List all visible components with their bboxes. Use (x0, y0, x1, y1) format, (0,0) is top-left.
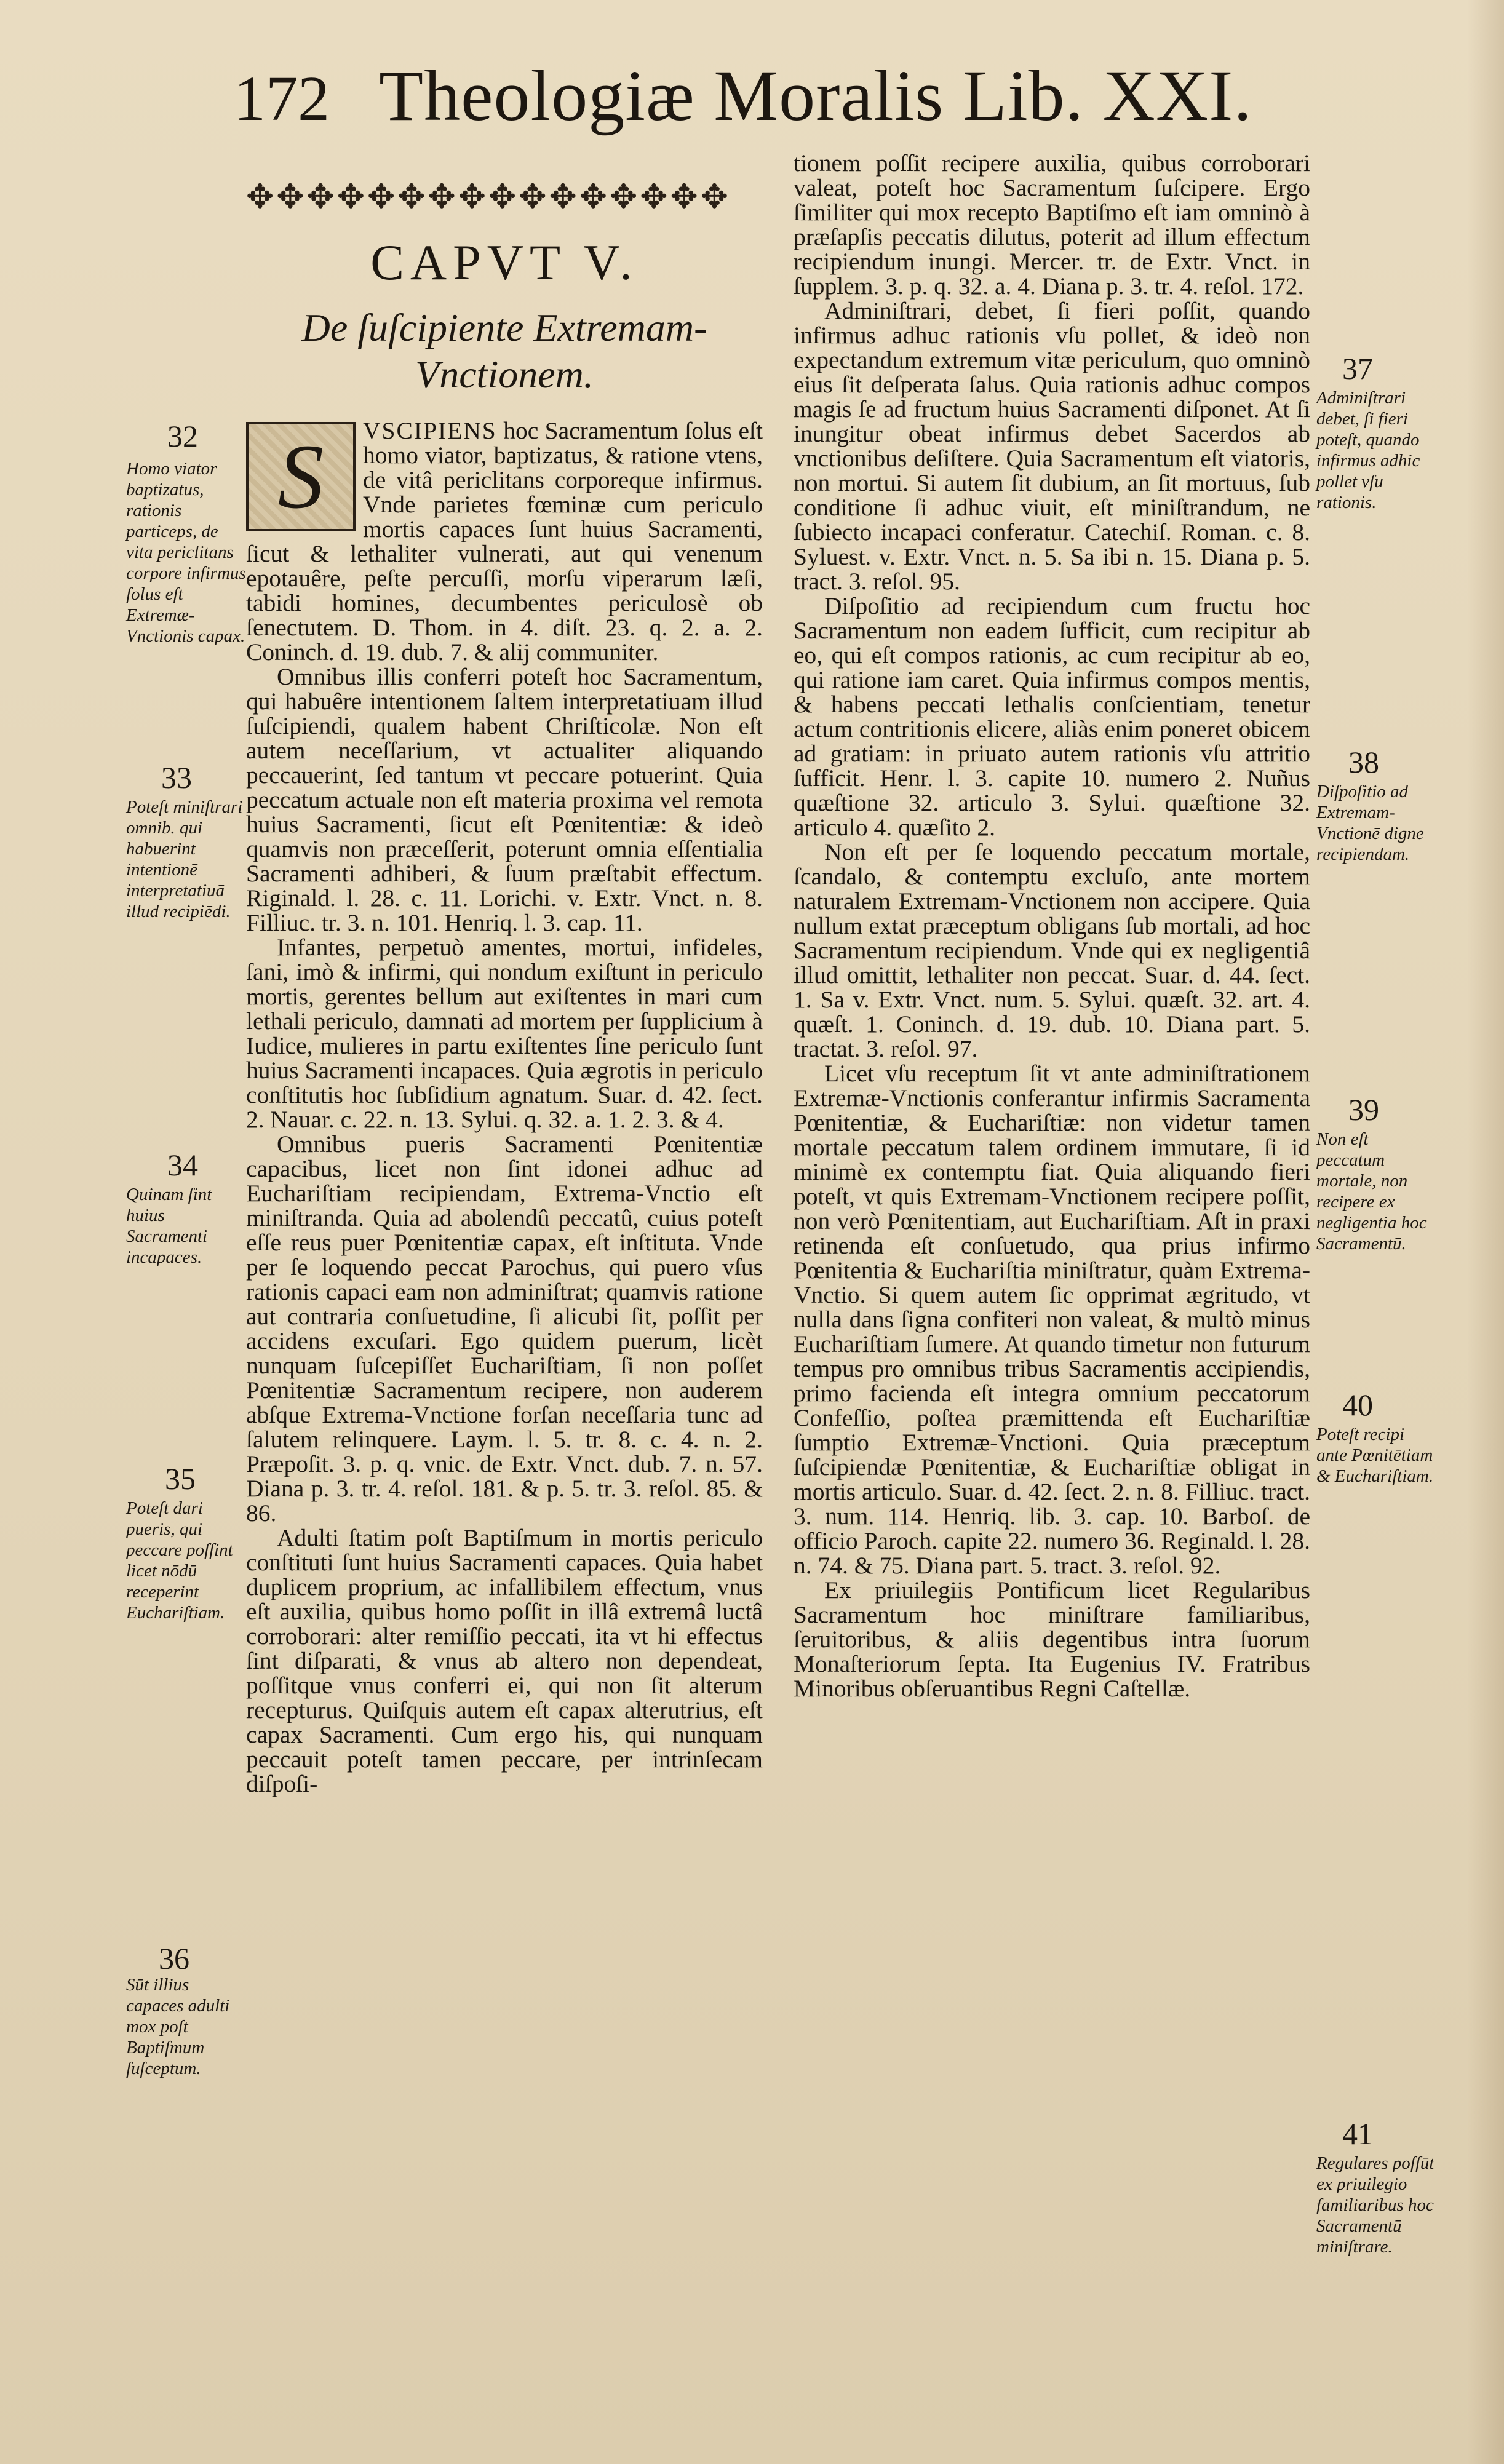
margin-number: 33 (161, 760, 192, 795)
chapter-subtitle-line: Vnctionem. (415, 352, 594, 396)
margin-number: 32 (167, 419, 198, 453)
chapter-title: CAPVT V. (370, 234, 639, 290)
opening-word: VSCIPIENS (363, 417, 497, 444)
margin-number: 40 (1342, 1388, 1373, 1422)
margin-note: Quinam ſint huius Sacramenti incapaces. (126, 1185, 212, 1267)
paragraph-33: Omnibus illis conferri poteſt hoc Sacramentum, qui habuêre intentionem ſaltem interpretatiuam illud ſuſcipiendi, qualem habent Chriſticolæ. Non eſt autem neceſſarium, vt actualiter aliquando peccauerint, ſed tantum vt peccare potuerint. Quia peccatum actuale non eſt materia proxima vel remota huius Sacramenti, ſicut eſt Pœnitentiæ: & ideò quamvis non præceſſerit, poterunt omnia eſſentialia Sacramenti adhiberi, & ſuum præſtabit effectum. Riginald. l. 28. c. 11. Lorichi. v. Extr. Vnct. n. 8. Filliuc. tr. 3. n. 101. Henriq. l. 3. cap. 11. (246, 663, 763, 936)
margin-note: Sūt illius capaces adulti mox poſt Baptiſmum ſuſceptum. (126, 1975, 230, 2078)
decorated-initial: S (246, 422, 356, 531)
margin-note: Poteſt miniſtrari omnib. qui habuerint intentionē interpretatiuā illud recipiēdi. (126, 797, 243, 921)
margin-note: Diſpoſitio ad Extremam-Vnctionē digne recipiendam. (1316, 782, 1424, 864)
paragraph-text: hoc Sacramentum ſolus eſt homo viator, baptizatus, & ratione vtens, de vitâ periclitans corporeque infirmus. Vnde parietes fœminæ cum periculo mortis capaces ſunt huius Sacramenti, ſicut & lethaliter vulnerati, aut qui venenum epotauêre, peſte percuſſi, morſu viperarum læſi, tabidi homines, decumbentes periculosè ob ſenectutem. D. Thom. in 4. diſt. 23. q. 2. a. 2. Coninch. d. 19. dub. 7. & alij communiter. (246, 417, 763, 666)
right-column (794, 151, 1310, 1701)
paragraph-36-cont: tionem poſſit recipere auxilia, quibus corroborari valeat, poteſt hoc Sacramentum ſuſcipere. Ergo ſimiliter qui mox recepto Baptiſmo eſt iam omninò à præſapſis peccatis dilutus, poterit ad illum effectum recipiendum inungi. Mercer. tr. de Extr. Vnct. in ſupplem. 3. p. q. 32. a. 4. Diana p. 3. tr. 4. reſol. 172. (794, 149, 1310, 300)
paragraph-41: Ex priuilegiis Pontificum licet Regularibus Sacramentum hoc miniſtrare familiaribus, ſeruitoribus, & aliis degentibus intra ſuorum Monaſteriorum ſepta. Ita Eugenius IV. Fratribus Minoribus obſeruantibus Regni Caſtellæ. (794, 1576, 1310, 1702)
margin-number: 35 (165, 1461, 196, 1496)
ornamental-band: ✥✥✥✥✥✥✥✥✥✥✥✥✥✥✥✥ (246, 178, 731, 215)
margin-number: 39 (1348, 1092, 1379, 1127)
page-number: 172 (234, 63, 330, 134)
margin-note: Regulares poſſūt ex priuilegio familiaribus hoc Sacramentū miniſtrare. (1316, 2153, 1434, 2257)
paragraph-39: Non eſt per ſe loquendo peccatum mortale, ſcandalo, & contemptu excluſo, ante mortem naturalem Extremam-Vnctionem non accipere. Quia nullum extat præceptum obligans ſub mortali, ad hoc Sacramentum recipiendum. Vnde qui ex negligentiâ illud omittit, lethaliter non peccat. Suar. d. 44. ſect. 1. Sa v. Extr. Vnct. num. 5. Sylui. quæſt. 32. art. 4. quæſt. 1. Coninch. d. 19. dub. 10. Diana part. 5. tractat. 3. reſol. 97. (794, 838, 1310, 1062)
paragraph-38: Diſpoſitio ad recipiendum cum fructu hoc Sacramentum non eadem ſufficit, cum recipitur ab eo, qui eſt compos rationis, ac cum recipitur ab eo, qui ratione iam caret. Quia infirmus compos mentis, & habens peccati lethalis conſcientiam, tenetur actum contritionis elicere, aliàs enim poneret obicem ad gratiam: in priuato autem rationis vſu attritio ſufficit. Henr. l. 3. capite 10. numero 2. Nuñus quæſtione 32. articulo 3. Sylui. quæſtione 32. articulo 4. quæſito 2. (794, 592, 1310, 841)
margin-note: Homo viator baptizatus, rationis particeps, de vita periclitans corpore infirmus ſolus eſt Extremæ-Vnctionis capax. (126, 459, 246, 646)
chapter-subtitle (258, 304, 750, 398)
paragraph-40: Licet vſu receptum ſit vt ante adminiſtrationem Extremæ-Vnctionis conferantur infirmis Sacramenta Pœnitentiæ, & Euchariſtiæ: non videtur tamen mortale peccatum talem ordinem immutare, ſi id minimè ex contemptu fiat. Quia aliquando fieri poteſt, vt quis Extremam-Vnctionem recipere poſſit, non verò Pœnitentiam, aut Euchariſtiam. Aſt in praxi retinenda eſt conſuetudo, qua prius infirmo Pœnitentia & Euchariſtia miniſtratur, quàm Extrema-Vnctio. Si quem autem ſic opprimat ægritudo, vt nulla dans ſigna confiteri non valeat, & multò minus Euchariſtiam ſumere. At quando timetur non futurum tempus pro omnibus tribus Sacramentis accipiendis, primo facienda eſt integra omnium peccatorum Confeſſio, poſtea præmittenda eſt Euchariſtiæ ſumptio Extremæ-Vnctioni. Quia præceptum ſuſcipiendæ Pœnitentiæ, & Euchariſtiæ obligat in mortis articulo. Suar. d. 42. ſect. 2. n. 8. Filliuc. tract. 3. num. 114. Henriq. lib. 3. cap. 10. Barboſ. de officio Paroch. capite 22. numero 36. Reginald. l. 28. n. 74. & 75. Diana part. 5. tract. 3. reſol. 92. (794, 1060, 1310, 1579)
page-header (234, 54, 1252, 146)
margin-number: 38 (1348, 745, 1379, 779)
margin-note: Poteſt dari pueris, qui peccare poſſint licet nōdū receperint Euchariſtiam. (126, 1498, 233, 1623)
margin-number: 41 (1342, 2116, 1373, 2151)
margin-note: Poteſt recipi ante Pœnitētiam & Euchariſtiam. (1316, 1425, 1434, 1486)
margin-number: 34 (167, 1148, 198, 1182)
chapter-subtitle-line: De ſuſcipiente Extremam- (301, 306, 707, 349)
margin-number: 36 (159, 1941, 189, 1976)
paragraph-37: Adminiſtrari, debet, ſi fieri poſſit, quando infirmus adhuc rationis vſu pollet, & ideò non expectandum extremum vitæ periculum, quo omninò eius ſit deſperata ſalus. Quia rationis adhuc compos magis ſe ad fructum huius Sacramenti diſponet. At ſi inungitur obeat infirmus debet Sacerdos ab vnctionibus deſiſtere. Quia Sacramentum eſt viatoris, non mortui. Si autem ſit dubium, an ſit mortuus, ſub conditione ſi adhuc viuit, eſt miniſtrandum, ne ſubiecto incapaci conferatur. Catechiſ. Roman. c. 8. Syluest. v. Extr. Vnct. n. 5. Sa ibi n. 15. Diana p. 5. tract. 3. reſol. 95. (794, 297, 1310, 595)
paragraph-36: Adulti ſtatim poſt Baptiſmum in mortis periculo conſtituti ſunt huius Sacramenti capaces. Quia habet duplicem proprium, ac infallibilem effectum, vnus eſt auxilia, quibus homo poſſit in illâ extremâ luctâ corroborari: alter remiſſio peccati, ita vt hi effectus ſint diſparati, & vnus ab altero non dependeat, poſſitque vnus conferri ei, qui non ſit alterum recepturus. Quiſquis autem eſt capax alterutrius, eſt capax Sacramenti. Cum ergo his, qui nunquam peccauit poteſt tamen peccare, per intrinſecam diſpoſi- (246, 1524, 763, 1797)
margin-note: Non eſt peccatum mortale, non recipere ex negligentia hoc Sacramentū. (1316, 1129, 1427, 1254)
paragraph-34: Infantes, perpetuò amentes, mortui, infideles, ſani, imò & infirmi, qui nondum exiſtunt in periculo mortis, gerentes bellum aut exiſtentes in mari cum lethali periculo, damnati ad mortem per ſupplicium à Iudice, mulieres in partu exiſtentes ſine periculo ſunt huius Sacramenti incapaces. Quia ægrotis in periculo conſtitutis hoc ſubſidium agnatum. Suar. d. 42. ſect. 2. Nauar. c. 22. n. 13. Sylui. q. 32. a. 1. 2. 3. & 4. (246, 934, 763, 1133)
page-edge-shadow (1467, 0, 1504, 2464)
margin-number: 37 (1342, 351, 1373, 386)
margin-note: Adminiſtrari debet, ſi fieri poteſt, quando infirmus adhic pollet vſu rationis. (1316, 388, 1420, 512)
running-title: Theologiæ Moralis Lib. XXI. (379, 55, 1252, 136)
paragraph-32 (246, 418, 763, 664)
left-column (246, 418, 763, 1796)
paragraph-35: Omnibus pueris Sacramenti Pœnitentiæ capacibus, licet non ſint idonei adhuc ad Euchariſtiam recipiendam, Extrema-Vnctio eſt miniſtranda. Quia ad abolendû peccatû, cuius poteſt eſſe reus puer Pœnitentiæ capax, eſt inſtituta. Vnde per ſe loquendo peccat Parochus, qui puero vſus rationis capaci eam non adminiſtrat; quamvis ratione aut contraria conſuetudine, ſi alicubi ſit, poſſit per accidens excuſari. Ego quidem puerum, licèt nunquam ſuſcepiſſet Euchariſtiam, ſi non poſſet Pœnitentiæ Sacramentum recipere, non auderem abſque Extrema-Vnctione forſan neceſſaria tunc ad ſalutem relinquere. Laym. l. 5. tr. 8. c. 4. n. 2. Præpoſit. 3. p. q. vnic. de Extr. Vnct. dub. 7. n. 57. Diana p. 3. tr. 4. reſol. 181. & p. 5. tr. 3. reſol. 85. & 86. (246, 1131, 763, 1527)
